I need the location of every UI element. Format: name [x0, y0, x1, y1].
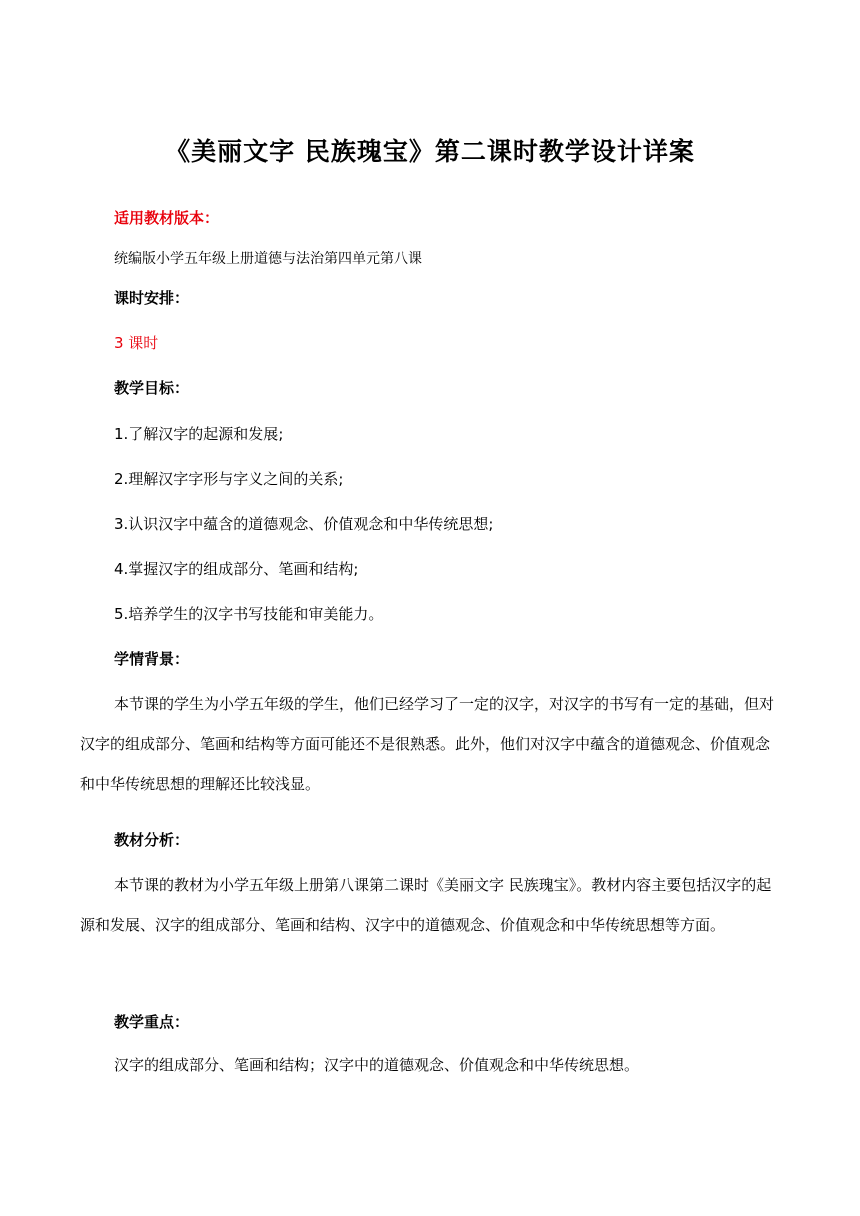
background-paragraph	[80, 684, 780, 804]
objective-item: 3.认识汉字中蕴含的道德观念、价值观念和中华传统思想;	[114, 515, 494, 533]
analysis-paragraph	[80, 865, 780, 945]
analysis-text: 本节课的教材为小学五年级上册第八课第二课时《美丽文字 民族瑰宝》。教材内容主要包括汉字的起源和发展、汉字的组成部分、笔画和结构、汉字中的道德观念、价值观念和中华传统思想等方面。	[80, 876, 772, 934]
objective-item: 5.培养学生的汉字书写技能和审美能力。	[114, 605, 384, 623]
document-title: 《美丽文字 民族瑰宝》第二课时教学设计详案	[165, 137, 695, 166]
schedule-text: 3 课时	[114, 334, 159, 352]
analysis-heading: 教材分析：	[114, 831, 190, 849]
edition-heading: 适用教材版本：	[114, 209, 220, 227]
focus-text: 汉字的组成部分、笔画和结构；汉字中的道德观念、价值观念和中华传统思想。	[114, 1056, 640, 1074]
background-text: 本节课的学生为小学五年级的学生，他们已经学习了一定的汉字，对汉字的书写有一定的基础，但对汉字的组成部分、笔画和结构等方面可能还不是很熟悉。此外，他们对汉字中蕴含的道德观念、价值观念和中华传统思想的理解还比较浅显。	[80, 695, 775, 793]
objective-item: 4.掌握汉字的组成部分、笔画和结构;	[114, 560, 359, 578]
objective-item: 2.理解汉字字形与字义之间的关系;	[114, 470, 344, 488]
focus-heading: 教学重点：	[114, 1013, 190, 1031]
objective-item: 1.了解汉字的起源和发展;	[114, 425, 284, 443]
edition-text: 统编版小学五年级上册道德与法治第四单元第八课	[114, 251, 422, 267]
objectives-heading: 教学目标：	[114, 379, 190, 397]
background-heading: 学情背景：	[114, 650, 190, 668]
schedule-heading: 课时安排：	[114, 289, 190, 307]
